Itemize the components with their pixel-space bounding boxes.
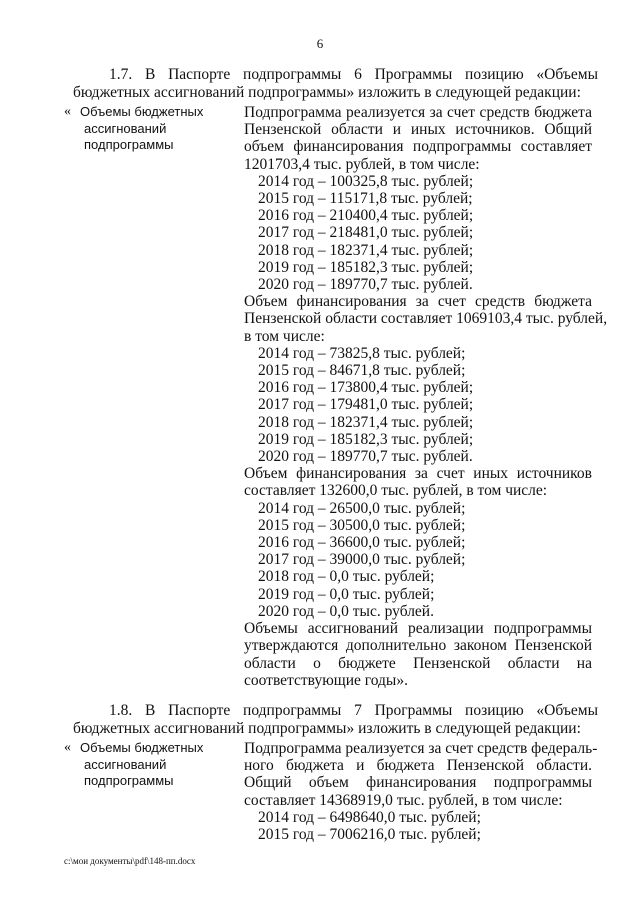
section-1-8-heading-line2: бюджетных ассигнований подпрограммы» изложить в следующей редакции:: [73, 719, 581, 737]
section-1-7-heading-line1: 1.7. В Паспорте подпрограммы 6 Программы позицию «Объемы: [109, 66, 598, 83]
footer-file-path: c:\мои документы\pdf\148-пп.docx: [64, 856, 196, 866]
intro-line: Общий объем финансирования подпрограммы: [244, 774, 592, 792]
position-content: [244, 104, 608, 689]
year-total-line: 2015 год – 115171,8 тыс. рублей;: [258, 190, 473, 208]
section-1-7-heading-line2: бюджетных ассигнований подпрограммы» изложить в следующей редакции:: [73, 83, 581, 101]
year-other-line: 2018 год – 0,0 тыс. рублей;: [258, 568, 435, 586]
intro-line: Подпрограмма реализуется за счет средств федераль-: [244, 740, 598, 757]
year-other-line: 2015 год – 30500,0 тыс. рублей;: [258, 516, 466, 534]
position-label-line: Объемы бюджетных: [80, 740, 204, 755]
year-other-line: 2016 год – 36600,0 тыс. рублей;: [258, 534, 466, 552]
page-number: 6: [316, 36, 324, 51]
year-regional-line: 2019 год – 185182,3 тыс. рублей;: [258, 430, 474, 448]
position-label: [80, 740, 240, 790]
regional-intro-line: Объем финансирования за счет средств бюджета: [244, 293, 592, 311]
year-total-line: 2014 год – 100325,8 тыс. рублей;: [258, 172, 474, 190]
intro-line: Подпрограмма реализуется за счет средств бюджета: [244, 104, 592, 121]
year-regional-line: 2014 год – 73825,8 тыс. рублей;: [258, 344, 466, 362]
position-label-line: Объемы бюджетных: [80, 104, 204, 119]
opening-quote: «: [64, 104, 71, 119]
opening-quote: «: [64, 740, 71, 755]
closing-line: соответствующие годы».: [244, 671, 408, 689]
intro-line: 1201703,4 тыс. рублей, в том числе:: [244, 155, 480, 173]
year-other-line: 2014 год – 26500,0 тыс. рублей;: [258, 499, 466, 517]
year-regional-line: 2016 год – 173800,4 тыс. рублей;: [258, 379, 474, 397]
section-1-8-heading: [73, 702, 598, 737]
year-regional-line: 2017 год – 179481,0 тыс. рублей;: [258, 396, 474, 414]
other-intro-line: составляет 132600,0 тыс. рублей, в том числе:: [244, 482, 548, 500]
position-label-line: ассигнований: [84, 120, 167, 136]
closing-line: Объемы ассигнований реализации подпрограммы: [244, 620, 592, 638]
section-1-7-heading: [73, 66, 598, 101]
year-total-line: 2016 год – 210400,4 тыс. рублей;: [258, 207, 474, 225]
intro-line: объем финансирования подпрограммы составляет: [244, 138, 592, 156]
year-total-line: 2014 год – 6498640,0 тыс. рублей;: [258, 808, 481, 826]
intro-line: Пензенской области и иных источников. Общий: [244, 121, 592, 139]
closing-line: утверждаются дополнительно законом Пензенской: [244, 637, 592, 655]
position-label-line: подпрограммы: [84, 773, 174, 788]
year-regional-line: 2015 год – 84671,8 тыс. рублей;: [258, 362, 466, 380]
position-label: [80, 104, 240, 154]
year-other-line: 2019 год – 0,0 тыс. рублей;: [258, 585, 435, 603]
year-total-line: 2018 год – 182371,4 тыс. рублей;: [258, 241, 474, 259]
section-1-8-heading-line1: 1.8. В Паспорте подпрограммы 7 Программы позицию «Объемы: [109, 702, 598, 719]
year-regional-line: 2018 год – 182371,4 тыс. рублей;: [258, 413, 474, 431]
position-label-line: ассигнований: [84, 756, 167, 772]
year-total-line: 2019 год – 185182,3 тыс. рублей;: [258, 258, 474, 276]
regional-intro-line: Пензенской области составляет 1069103,4 тыс. рублей,: [244, 310, 608, 328]
intro-line: ного бюджета и бюджета Пензенской области.: [244, 757, 592, 775]
year-total-line: 2017 год – 218481,0 тыс. рублей;: [258, 224, 474, 242]
position-content: [244, 740, 598, 844]
position-label-line: подпрограммы: [84, 137, 174, 152]
closing-line: области о бюджете Пензенской области на: [244, 654, 592, 672]
year-total-line: 2015 год – 7006216,0 тыс. рублей;: [258, 826, 481, 844]
year-other-line: 2020 год – 0,0 тыс. рублей.: [258, 602, 434, 620]
other-intro-line: Объем финансирования за счет иных источников: [244, 465, 592, 483]
year-total-line: 2020 год – 189770,7 тыс. рублей.: [258, 276, 473, 294]
year-other-line: 2017 год – 39000,0 тыс. рублей;: [258, 551, 466, 569]
year-regional-line: 2020 год – 189770,7 тыс. рублей.: [258, 448, 473, 466]
intro-line: составляет 14368919,0 тыс. рублей, в том числе:: [244, 791, 563, 809]
regional-intro-line: в том числе:: [244, 327, 325, 345]
